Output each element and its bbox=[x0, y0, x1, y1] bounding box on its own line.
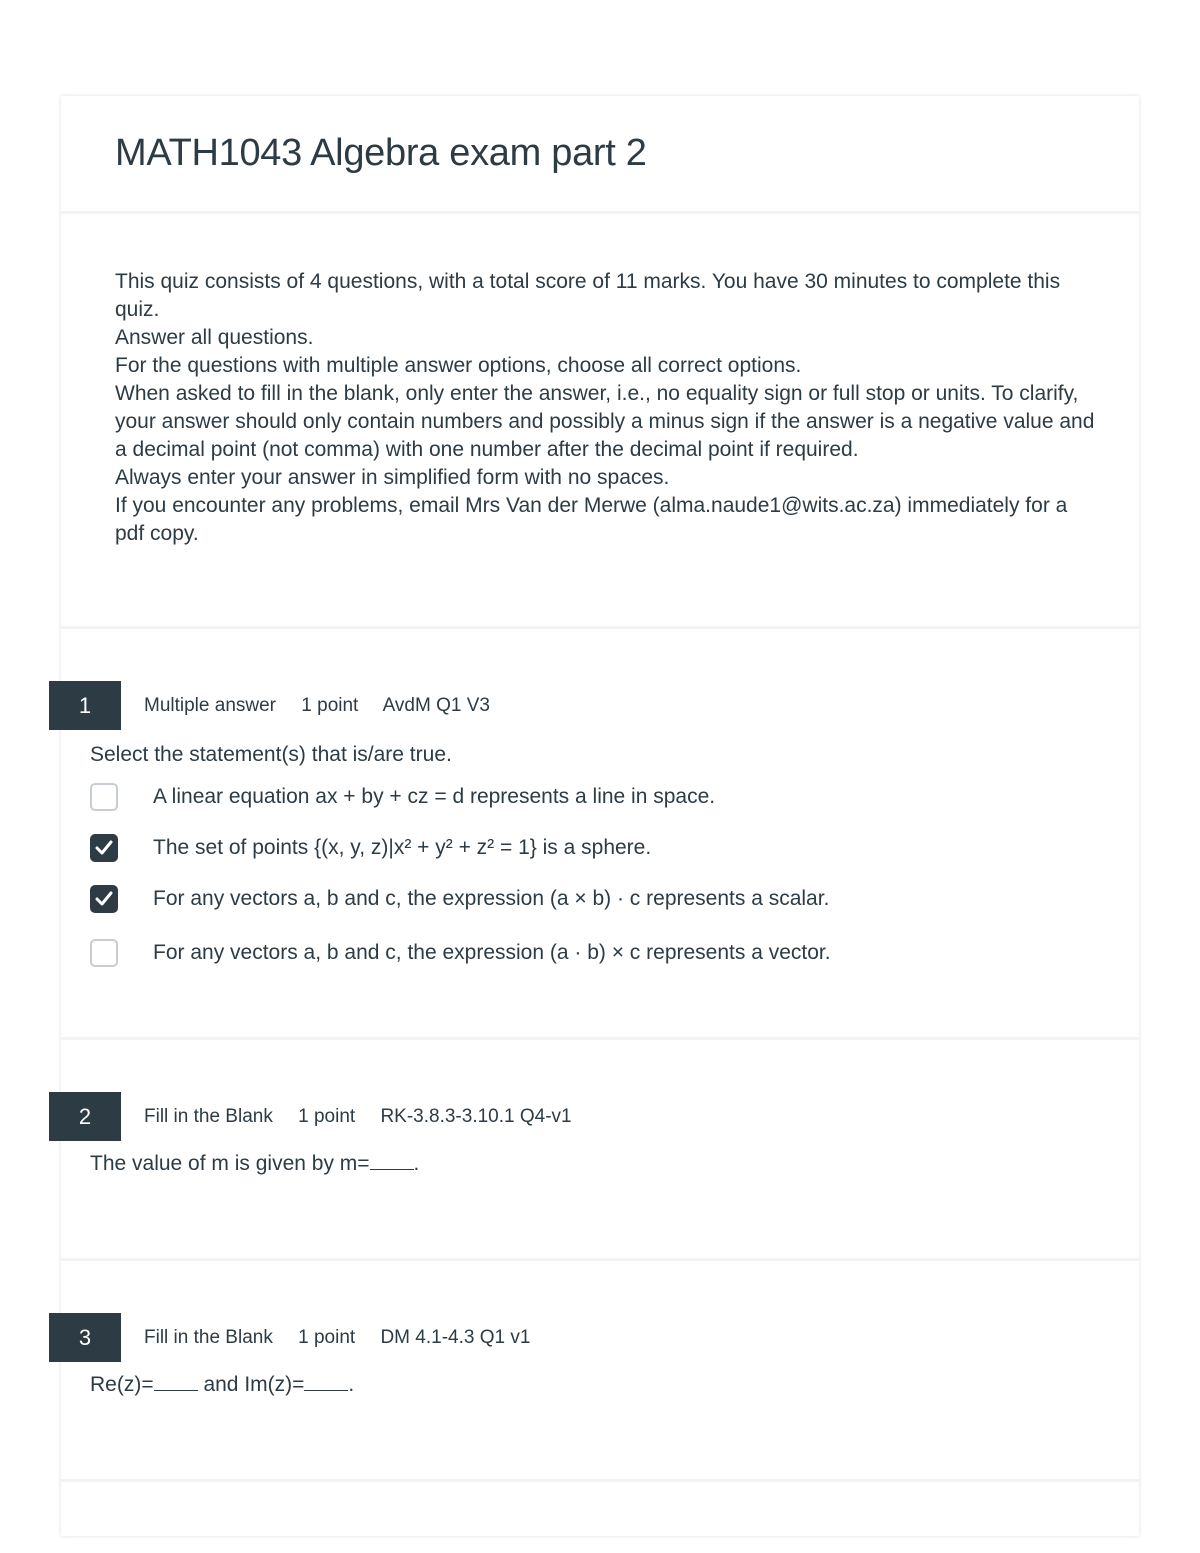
answer-option-4[interactable] bbox=[90, 936, 831, 970]
question-tag: AvdM Q1 V3 bbox=[382, 695, 490, 716]
divider bbox=[61, 1258, 1139, 1261]
answer-checkbox[interactable] bbox=[90, 939, 118, 967]
question-type: Multiple answer bbox=[144, 695, 276, 716]
fill-blank[interactable] bbox=[370, 1168, 414, 1170]
question-text bbox=[90, 1152, 419, 1176]
question-text bbox=[90, 1373, 354, 1397]
question-text-part: Re(z)= bbox=[90, 1373, 154, 1396]
divider bbox=[61, 626, 1139, 629]
question-number: 3 bbox=[49, 1313, 121, 1362]
question-meta bbox=[144, 681, 510, 730]
question-text-part: and Im(z)= bbox=[203, 1373, 305, 1396]
instruction-line: Always enter your answer in simplified form with no spaces. bbox=[115, 466, 670, 489]
page-title: MATH1043 Algebra exam part 2 bbox=[115, 132, 647, 174]
divider bbox=[61, 211, 1139, 214]
instruction-line: If you encounter any problems, email Mrs Van der Merwe (alma.naude1@wits.ac.za) immediately for a pdf copy. bbox=[115, 494, 1068, 545]
question-text: Select the statement(s) that is/are true. bbox=[90, 743, 452, 766]
question-text-part: . bbox=[348, 1373, 355, 1396]
option-label: A linear equation ax + by + cz = d represents a line in space. bbox=[153, 785, 716, 808]
instruction-line: This quiz consists of 4 questions, with a total score of 11 marks. You have 30 minutes to complete this quiz. bbox=[115, 270, 1061, 321]
option-label: The set of points {(x, y, z)|x² + y² + z² = 1} is a sphere. bbox=[153, 836, 652, 859]
question-meta bbox=[144, 1092, 592, 1141]
answer-option-1[interactable] bbox=[90, 780, 715, 814]
question-tag: RK-3.8.3-3.10.1 Q4-v1 bbox=[380, 1106, 572, 1127]
answer-checkbox[interactable] bbox=[90, 783, 118, 811]
instruction-line: For the questions with multiple answer options, choose all correct options. bbox=[115, 354, 802, 377]
question-type: Fill in the Blank bbox=[144, 1327, 273, 1348]
answer-checkbox-checked[interactable] bbox=[90, 885, 118, 913]
answer-checkbox-checked[interactable] bbox=[90, 834, 118, 862]
question-number: 2 bbox=[49, 1092, 121, 1141]
question-3 bbox=[61, 1313, 1139, 1473]
checkmark-icon bbox=[95, 891, 113, 907]
question-points: 1 point bbox=[298, 1106, 356, 1127]
instruction-line: Answer all questions. bbox=[115, 326, 314, 349]
answer-option-3[interactable] bbox=[90, 882, 829, 916]
checkmark-icon bbox=[95, 840, 113, 856]
fill-blank-im[interactable] bbox=[304, 1389, 348, 1391]
question-points: 1 point bbox=[301, 695, 359, 716]
option-label: For any vectors a, b and c, the expression (a × b) · c represents a scalar. bbox=[153, 887, 830, 910]
quiz-instructions bbox=[115, 268, 1095, 548]
divider bbox=[61, 1037, 1139, 1040]
question-points: 1 point bbox=[298, 1327, 356, 1348]
fill-blank-re[interactable] bbox=[154, 1389, 198, 1391]
question-2 bbox=[61, 1092, 1139, 1252]
instruction-line: When asked to fill in the blank, only enter the answer, i.e., no equality sign or full stop or units. To clarify, your answer should only contain numbers and possibly a minus sign if the answer is a negative value and a decimal point (not comma) with one number after the decimal point if required. bbox=[115, 382, 1095, 461]
question-text-after: . bbox=[413, 1152, 420, 1175]
question-1 bbox=[61, 681, 1139, 1041]
question-tag: DM 4.1-4.3 Q1 v1 bbox=[380, 1327, 531, 1348]
divider bbox=[61, 1479, 1139, 1482]
question-type: Fill in the Blank bbox=[144, 1106, 273, 1127]
question-number: 1 bbox=[49, 681, 121, 730]
option-label: For any vectors a, b and c, the expression (a · b) × c represents a vector. bbox=[153, 941, 831, 964]
question-text-before: The value of m is given by m= bbox=[90, 1152, 370, 1175]
question-meta bbox=[144, 1313, 550, 1362]
answer-option-2[interactable] bbox=[90, 831, 651, 865]
quiz-card bbox=[61, 96, 1139, 1536]
